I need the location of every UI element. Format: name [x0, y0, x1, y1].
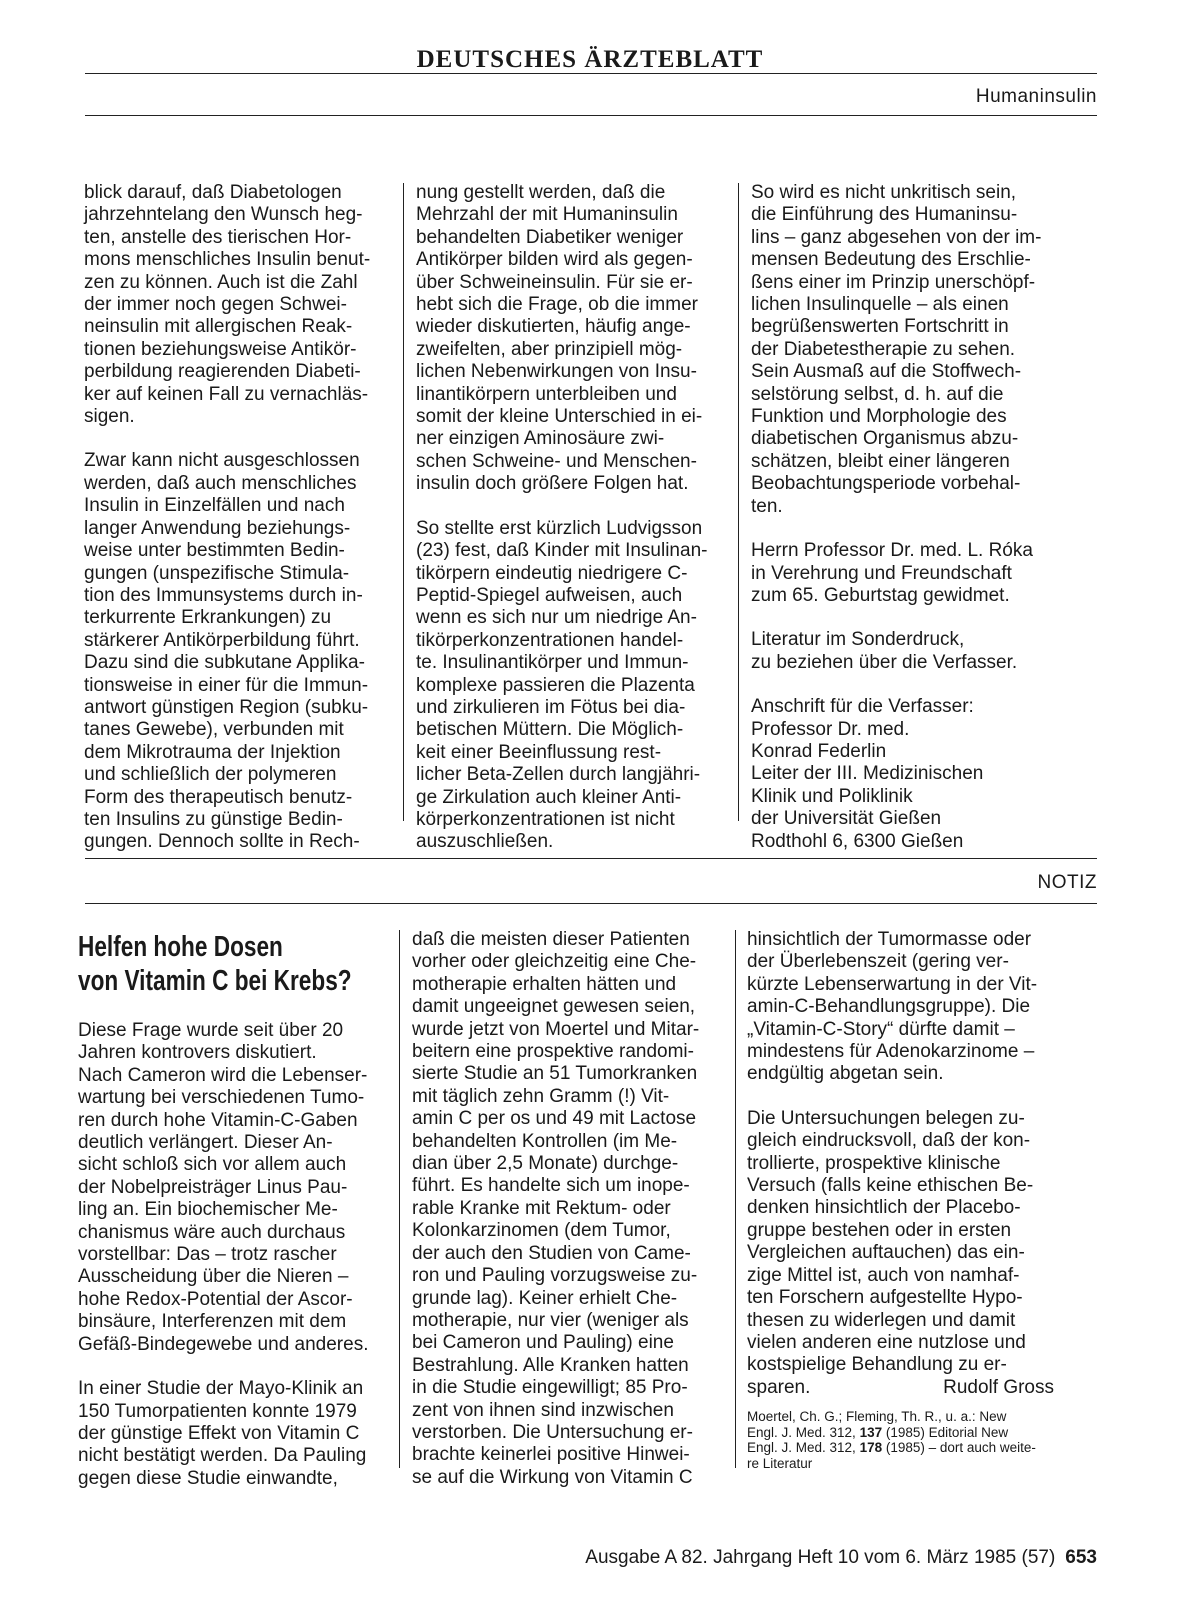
article1-column-1: [84, 182, 389, 854]
column-divider: [735, 930, 736, 1468]
header-rule-top: [85, 73, 1097, 74]
column-divider: [738, 183, 739, 821]
section-label-notiz: NOTIZ: [1037, 872, 1097, 893]
reference-volume: 178: [859, 1440, 883, 1456]
reference-text: (1985) Editorial New Engl. J. Med. 312,: [747, 1424, 1009, 1456]
section-rule-notiz-top: [85, 858, 1097, 859]
signature-line: [747, 1377, 1054, 1399]
dedication: Herrn Professor Dr. med. L. Róka in Verehrung und Freundschaft zum 65. Geburtstag gewidmet.: [751, 540, 1033, 606]
paragraph: nung gestellt werden, daß die Mehrzahl der mit Humaninsulin behandelten Diabetiker weniger Antikörper bilden wird als gegen- über Schweineinsulin. Für sie er- hebt sich die Frage, ob die immer wieder diskutierten, häufig ange- zweifelten, aber prinzipiell mög- lichen Nebenwirkungen von Insu- linantikörpern unterbleiben und somit der kleine Unterschied in ei- ner einzigen Aminosäure zwi- schen Schweine- und Menschen- insulin doch größere Folgen hat.: [416, 182, 703, 495]
closing-word: sparen.: [747, 1376, 811, 1398]
page-footer: [500, 1547, 1097, 1569]
issue-info: Ausgabe A 82. Jahrgang Heft 10 vom 6. März 1985 (57): [585, 1547, 1056, 1568]
journal-title: DEUTSCHES ÄRZTEBLATT: [416, 46, 764, 73]
reference-text: (1985) – dort auch weite- re Literatur: [747, 1440, 1036, 1471]
section-label-humaninsulin: Humaninsulin: [975, 86, 1097, 107]
article-headline: Helfen hohe Dosen von Vitamin C bei Krebs?: [78, 931, 352, 997]
author-name: Rudolf Gross: [943, 1376, 1054, 1398]
reference-volume: 137: [859, 1424, 883, 1440]
author-address: Anschrift für die Verfasser: Professor Dr. med. Konrad Federlin Leiter der III. Medizinischen Klinik und Poliklinik der Universität Gießen Rodthohl 6, 6300 Gießen: [751, 696, 984, 852]
article1-column-2: [416, 182, 725, 854]
literature-note: Literatur im Sonderdruck, zu beziehen über die Verfasser.: [751, 629, 1018, 673]
header-rule-bottom: [85, 115, 1097, 116]
paragraph: So stellte erst kürzlich Ludvigsson (23) fest, daß Kinder mit Insulinan- tikörpern eindeutig niedrigere C- Peptid-Spiegel aufweisen, auch wenn es sich nur um niedrige An- tikörperkonzentrationen handel- te. Insulinantikörper und Immun- komplexe passieren die Plazenta und zirkulieren im Fötus bei dia- betischen Müttern. Die Möglich- keit einer Beeinflussung rest- licher Beta-Zellen durch langjähri- ge Zirkulation auch kleiner Anti- körperkonzentrationen ist nicht auszuschließen.: [416, 517, 708, 853]
notiz-column-3: [747, 929, 1054, 1471]
paragraph: blick darauf, daß Diabetologen jahrzehntelang den Wunsch heg- ten, anstelle des tierischen Hor- mons menschliches Insulin benut- zen zu können. Auch ist die Zahl der immer noch gegen Schwei- neinsulin mit allergischen Reak- tionen beziehungsweise Antikör- perbildung reagierenden Diabeti- ker auf keinen Fall zu vernachläs- sigen.: [84, 182, 371, 428]
paragraph: Die Untersuchungen belegen zu- gleich eindrucksvoll, daß der kon- trollierte, prospektive klinische Versuch (falls keine ethischen Be- denken hinsichtlich der Placebo- gruppe bestehen oder in ersten Vergleichen auftauchen) das ein- zige Mittel ist, auch von namhaf- ten Forschern aufgestellte Hypo- thesen zu widerlegen und damit vielen anderen eine nutzlose und kostspielige Behandlung zu er-: [747, 1107, 1034, 1376]
page-number: 653: [1065, 1547, 1097, 1568]
notiz-column-1: [78, 930, 386, 1490]
article1-column-3: [751, 182, 1058, 853]
notiz-column-2: [412, 929, 721, 1489]
paragraph: Zwar kann nicht ausgeschlossen werden, daß auch menschliches Insulin in Einzelfällen und nach langer Anwendung beziehungs- weise unter bestimmten Bedin- gungen (unspezifische Stimula- tion des Immunsystems durch in- terkurrente Erkrankungen) zu stärkerer Antikörperbildung führt. Dazu sind die subkutane Applika- tionsweise in einer für die Immun- antwort günstigen Region (subku- tanes Gewebe), verbunden mit dem Mikrotrauma der Injektion und schließlich der polymeren Form des therapeutisch benutz- ten Insulins zu günstige Bedin- gungen. Dennoch sollte in Rech-: [84, 450, 369, 853]
paragraph: In einer Studie der Mayo-Klinik an 150 Tumorpatienten konnte 1979 der günstige Effekt von Vitamin C nicht bestätigt werden. Da Pauling gegen diese Studie einwandte,: [78, 1378, 367, 1489]
column-divider: [403, 183, 404, 821]
paragraph: Diese Frage wurde seit über 20 Jahren kontrovers diskutiert. Nach Cameron wird die Lebenser- wartung bei verschiedenen Tumo- ren durch hohe Vitamin-C-Gaben deutlich verlängert. Dieser An- sicht schloß sich vor allem auch der Nobelpreisträger Linus Pau- ling an. Ein biochemischer Me- chanismus wäre auch durchaus vorstellbar: Das – trotz rascher Ausscheidung über die Nieren – hohe Redox-Potential der Ascor- binsäure, Interferenzen mit dem Gefäß-Bindegewebe und anderes.: [78, 1020, 369, 1355]
section-rule-notiz-bottom: [85, 903, 1097, 904]
paragraph: hinsichtlich der Tumormasse oder der Überlebenszeit (gering ver- kürzte Lebenserwartung in der Vit- amin-C-Behandlungsgruppe). Die „Vitamin-C-Story“ dürfte damit – mindestens für Adenokarzinome – endgültig abgetan sein.: [747, 929, 1038, 1085]
references: [747, 1409, 1054, 1471]
reference-text: Moertel, Ch. G.; Fleming, Th. R., u. a.: New Engl. J. Med. 312,: [747, 1409, 1007, 1440]
paragraph: daß die meisten dieser Patienten vorher oder gleichzeitig eine Che- motherapie erhalten hätten und damit ungeeignet gewesen seien, wurde jetzt von Moertel und Mitar- beitern eine prospektive randomi- sierte Studie an 51 Tumorkranken mit täglich zehn Gramm (!) Vit- amin C per os und 49 mit Lactose behandelten Kontrollen (im Me- dian über 2,5 Monate) durchge- führt. Es handelte sich um inope- rable Kranke mit Rektum- oder Kolonkarzinomen (dem Tumor, der auch den Studien von Came- ron und Pauling vorzugsweise zu- grunde lag). Keiner erhielt Che- motherapie, nur vier (weniger als bei Cameron und Pauling) eine Bestrahlung. Alle Kranken hatten in die Studie eingewilligt; 85 Pro- zent von ihnen sind inzwischen verstorben. Die Untersuchung er- brachte keinerlei positive Hinwei- se auf die Wirkung von Vitamin C: [412, 929, 700, 1488]
column-divider: [399, 930, 400, 1468]
paragraph: So wird es nicht unkritisch sein, die Einführung des Humaninsu- lins – ganz abgesehen von der im- mensen Bedeutung des Erschlie- ßens einer im Prinzip unerschöpf- lichen Insulinquelle – als einen begrüßenswerten Fortschritt in der Diabetestherapie zu sehen. Sein Ausmaß auf die Stoffwech- selstörung selbst, d. h. auf die Funktion und Morphologie des diabetischen Organismus abzu- schätzen, bleibt einer längeren Beobachtungsperiode vorbehal- ten.: [751, 182, 1042, 517]
